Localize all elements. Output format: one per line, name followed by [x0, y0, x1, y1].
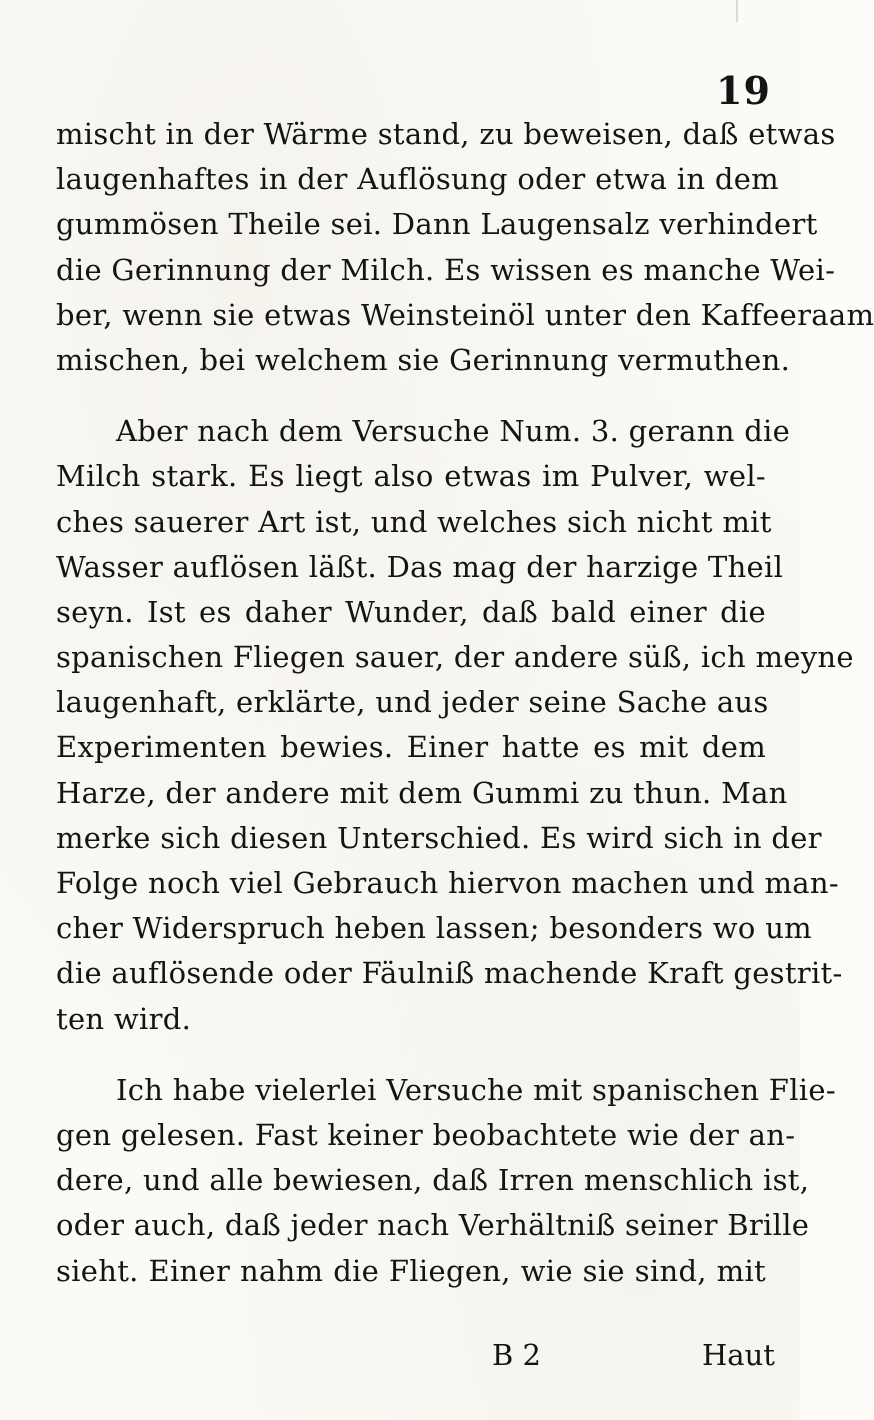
text-line: seyn. Ist es daher Wunder, daß bald einer die [56, 594, 766, 629]
text-line: ches sauerer Art ist, und welches sich nicht mit [56, 504, 772, 539]
text-line: merke sich diesen Unterschied. Es wird sich in der [56, 820, 822, 855]
text-line: gummösen Theile sei. Dann Laugensalz verhindert [56, 207, 818, 242]
text-line: Milch stark. Es liegt also etwas im Pulver, wel- [56, 459, 766, 494]
paragraph-gap [56, 383, 766, 409]
paragraph-gap [56, 1042, 766, 1068]
catchword: Haut [702, 1338, 775, 1372]
text-line: ten wird. [56, 1001, 192, 1036]
text-line: cher Widerspruch heben lassen; besonders wo um [56, 911, 812, 946]
text-line: oder auch, daß jeder nach Verhältniß seiner Brille [56, 1208, 810, 1243]
show-through-mark [736, 0, 738, 22]
text-line: Folge noch viel Gebrauch hiervon machen und man- [56, 866, 839, 900]
text-line: Experimenten bewies. Einer hatte es mit dem [56, 730, 766, 765]
text-line: dere, und alle bewiesen, daß Irren menschlich ist, [56, 1163, 810, 1198]
text-line: gen gelesen. Fast keiner beobachtete wie der an- [56, 1117, 796, 1152]
text-line: sieht. Einer nahm die Fliegen, wie sie sind, mit [56, 1253, 766, 1288]
text-line: ber, wenn sie etwas Weinsteinöl unter den Kaffeeraam [56, 297, 874, 332]
text-line: Harze, der andere mit dem Gummi zu thun. Man [56, 775, 788, 810]
text-line: laugenhaft, erklärte, und jeder seine Sache aus [56, 685, 769, 720]
page-number: 19 [716, 68, 771, 113]
text-line: die Gerinnung der Milch. Es wissen es manche Wei- [56, 252, 836, 287]
text-line: Ich habe vielerlei Versuche mit spanischen Flie- [116, 1072, 836, 1107]
text-line: mischt in der Wärme stand, zu beweisen, daß etwas [56, 117, 836, 151]
text-line: Aber nach dem Versuche Num. 3. gerann die [116, 414, 791, 449]
body-text [56, 112, 874, 1294]
text-line: Wasser auflösen läßt. Das mag der harzige Theil [56, 549, 784, 584]
text-line: mischen, bei welchem sie Gerinnung vermuthen. [56, 342, 791, 377]
text-line: laugenhaftes in der Auflösung oder etwa in dem [56, 162, 779, 197]
signature-mark: B 2 [492, 1338, 541, 1372]
text-line: spanischen Fliegen sauer, der andere süß, ich meyne [56, 640, 854, 675]
text-line: die auflösende oder Fäulniß machende Kraft gestrit- [56, 956, 843, 991]
